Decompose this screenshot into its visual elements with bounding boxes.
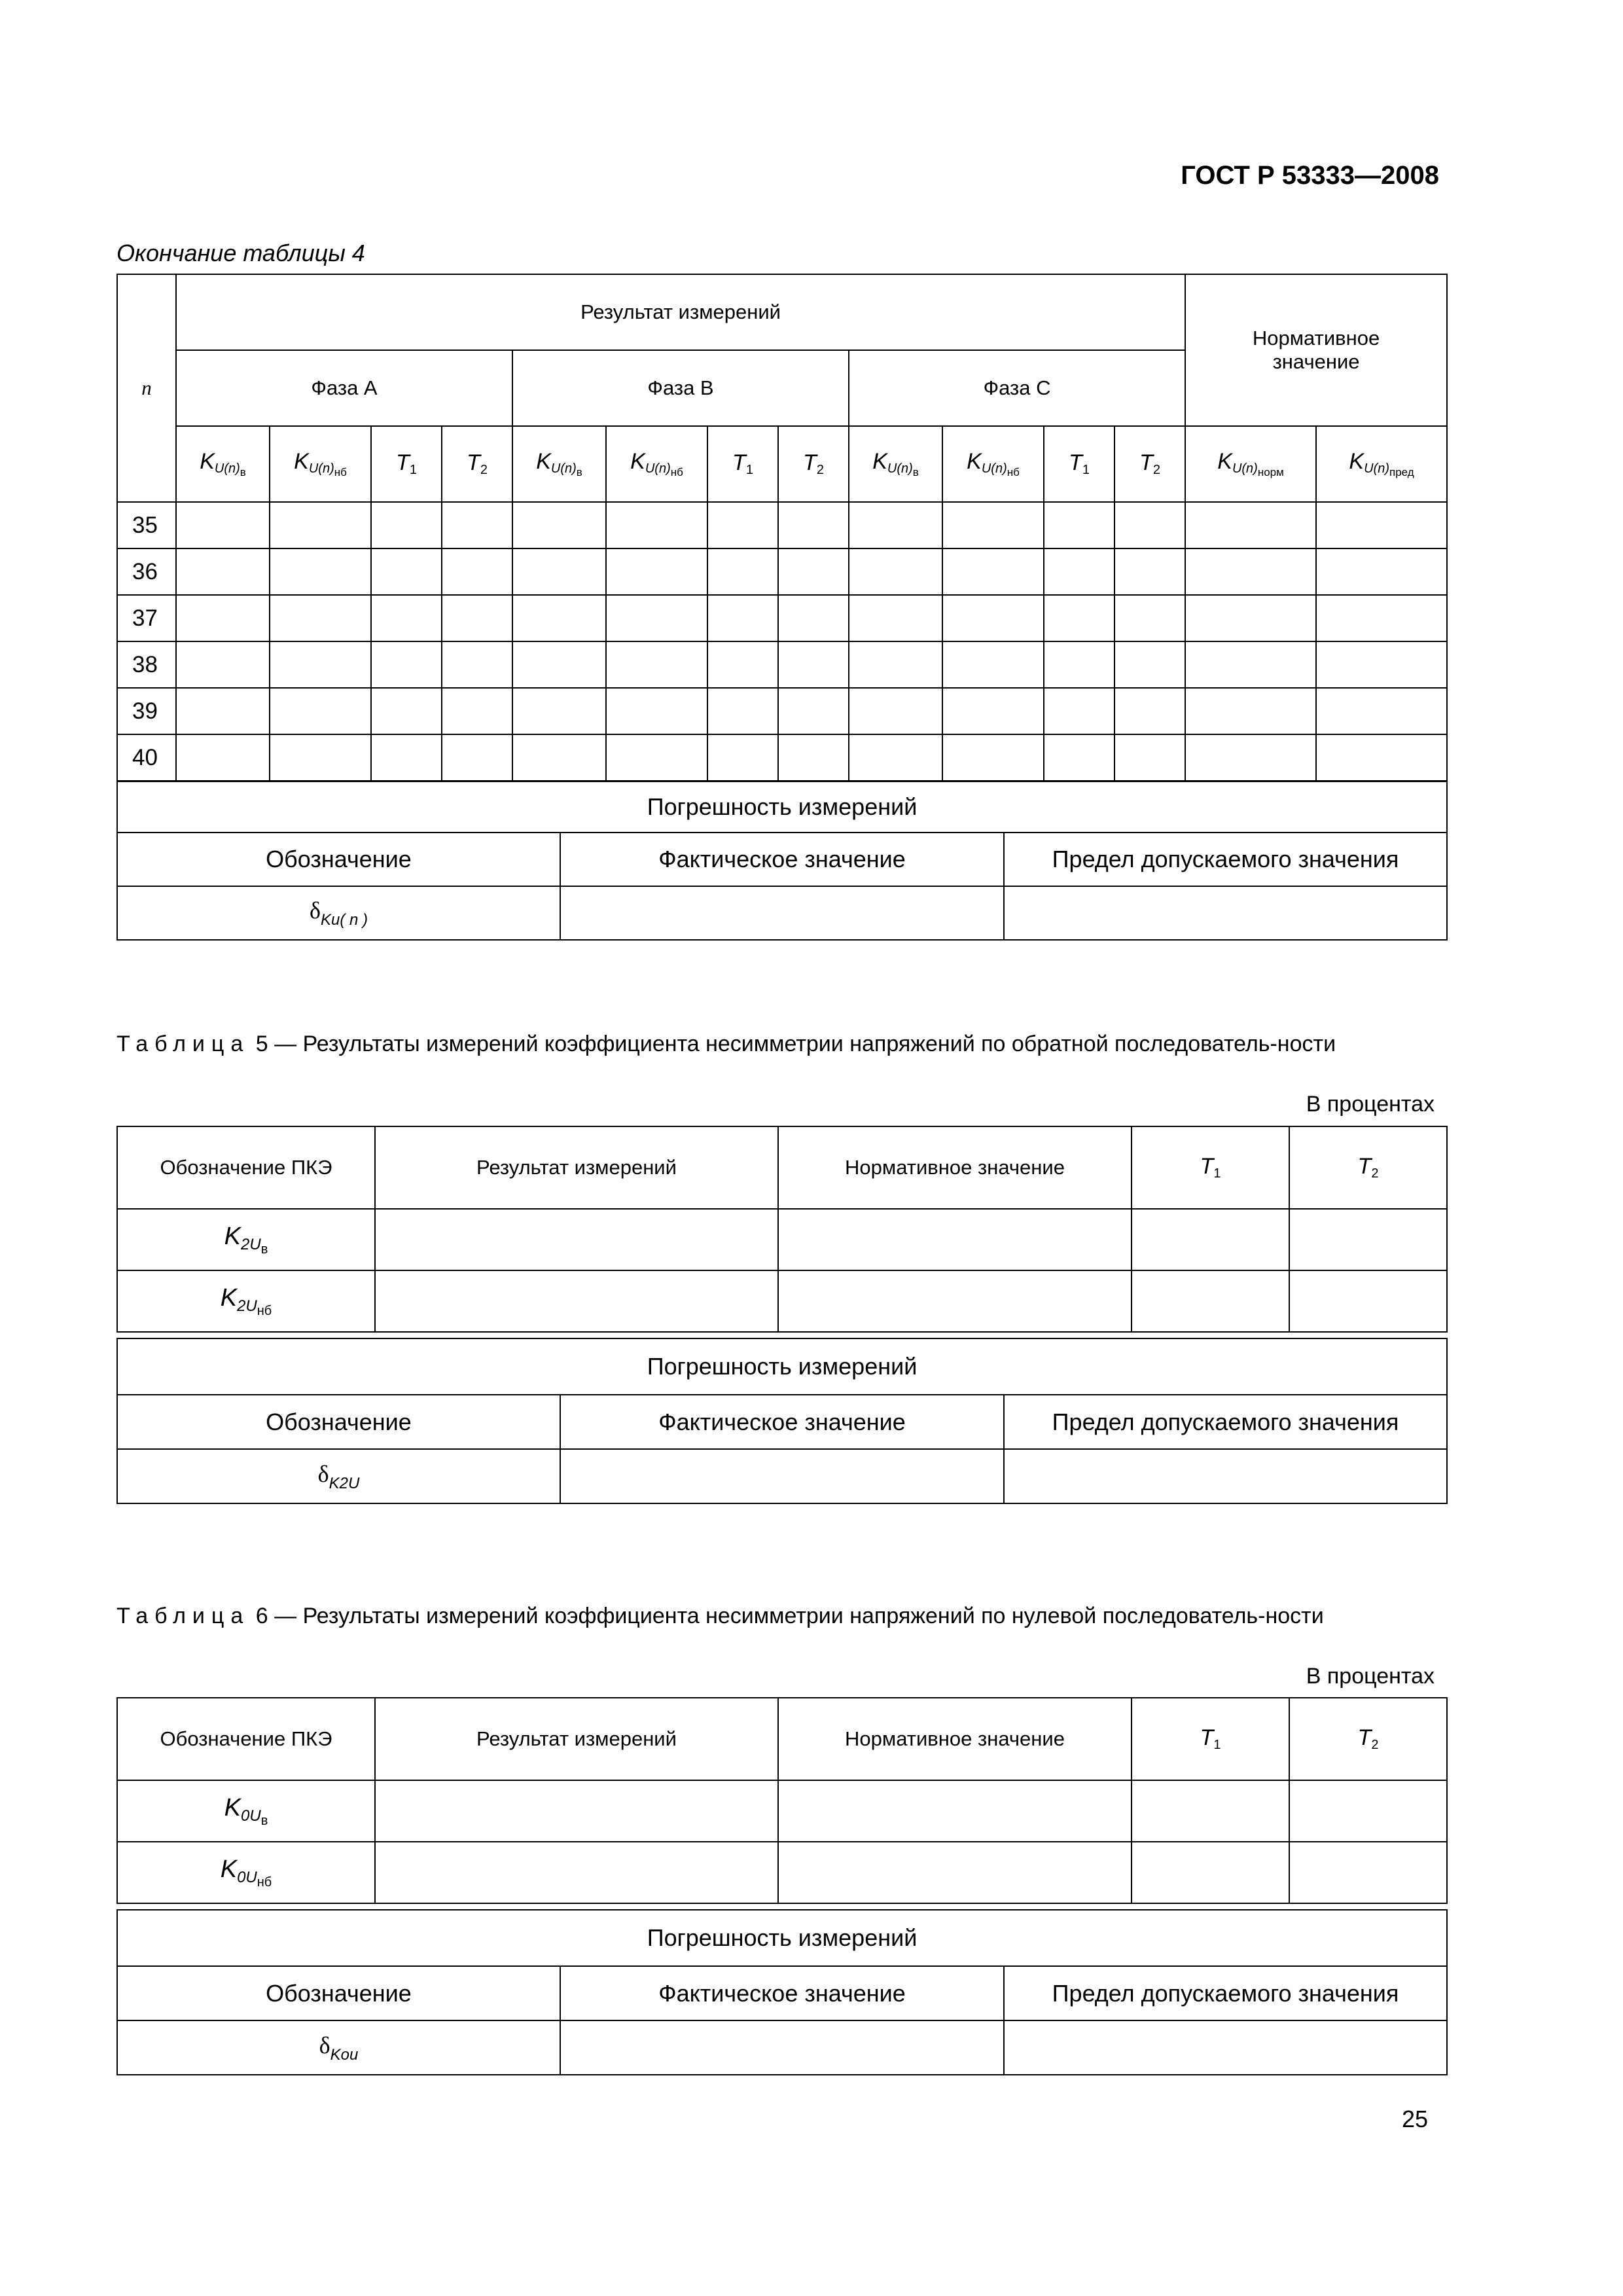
error-title: Погрешность измерений: [117, 1910, 1447, 1966]
table5-caption-text: 5 — Результаты измерений коэффициента несимметрии напряжений по обратной последователь-ности: [255, 1031, 1336, 1056]
sym-ku-pred: $K_{U(n)_{пред}}$: [1316, 426, 1447, 502]
table5: [116, 1126, 1448, 1333]
header-normative: Нормативное значение: [778, 1698, 1132, 1780]
row-number: 38: [117, 641, 176, 688]
sym-ku-v-b: $K_{U(n)_в}$: [512, 426, 606, 502]
table-row: [117, 595, 1447, 641]
col-actual: Фактическое значение: [560, 833, 1004, 886]
table5-caption: [116, 1029, 1445, 1059]
sym-t1-b: $T_1$: [707, 426, 778, 502]
result-header: Результат измерений: [176, 274, 1185, 350]
table5-caption-prefix: Таблица: [116, 1031, 250, 1056]
sym-ku-nb-b: $K_{U(n)_{нб}}$: [606, 426, 707, 502]
page-number: 25: [1401, 2106, 1428, 2132]
header-normative: Нормативное значение: [778, 1126, 1132, 1209]
row-number: 39: [117, 688, 176, 734]
col-designation: Обозначение: [117, 1395, 560, 1449]
table-row: [117, 1209, 1447, 1270]
table-row: [117, 641, 1447, 688]
error-title: Погрешность измерений: [117, 1338, 1447, 1395]
col-limit: Предел допускаемого значения: [1004, 833, 1447, 886]
table-row: [117, 1270, 1447, 1332]
normative-header-text: Нормативное значение: [1252, 327, 1380, 373]
header-result: Результат измерений: [375, 1126, 778, 1209]
col-limit: Предел допускаемого значения: [1004, 1395, 1447, 1449]
table4: [116, 274, 1448, 781]
col-actual: Фактическое значение: [560, 1966, 1004, 2020]
sym-ku-nb-a: $K_{U(n)_{нб}}$: [270, 426, 371, 502]
table5-units: В процентах: [1306, 1092, 1435, 1117]
row-number: 36: [117, 548, 176, 595]
col-designation: Обозначение: [117, 833, 560, 886]
delta-ku-symbol: $\delta_{Ku( n )}$: [117, 886, 560, 940]
col-limit: Предел допускаемого значения: [1004, 1966, 1447, 2020]
sym-t2-b: $T_2$: [778, 426, 849, 502]
sym-t1-a: $T_1$: [371, 426, 442, 502]
row-number: 35: [117, 502, 176, 548]
error-title: Погрешность измерений: [117, 781, 1447, 833]
sym-t2-c: $T_2$: [1115, 426, 1185, 502]
table-row: [117, 548, 1447, 595]
header-t1: $T_1$: [1132, 1126, 1289, 1209]
normative-header: [1185, 274, 1447, 426]
header-t2: $T_2$: [1289, 1698, 1447, 1780]
table4-caption: Окончание таблицы 4: [116, 240, 365, 266]
table-row: [117, 502, 1447, 548]
table6-caption-text: 6 — Результаты измерений коэффициента несимметрии напряжений по нулевой последователь-ности: [255, 1604, 1324, 1628]
sym-t1-c: $T_1$: [1044, 426, 1115, 502]
row-number: 37: [117, 595, 176, 641]
delta-kou-symbol: $\delta_{Kou}$: [117, 2020, 560, 2075]
delta-k2u-symbol: $\delta_{K2U}$: [117, 1449, 560, 1503]
table6-error-block: [116, 1909, 1448, 2075]
table-row: [117, 1842, 1447, 1903]
header-t2: $T_2$: [1289, 1126, 1447, 1209]
phase-c-header: Фаза C: [849, 350, 1185, 426]
n-header: n: [117, 274, 176, 502]
table-row: [117, 734, 1447, 781]
header-pke: Обозначение ПКЭ: [117, 1698, 375, 1780]
header-pke: Обозначение ПКЭ: [117, 1126, 375, 1209]
row-number: 40: [117, 734, 176, 781]
table5-error-block: [116, 1338, 1448, 1504]
table-row: [117, 1780, 1447, 1842]
k0u-v-symbol: $K_{0U_в}$: [117, 1780, 375, 1842]
header-result: Результат измерений: [375, 1698, 778, 1780]
symbol-header-row: [117, 426, 1447, 502]
sym-ku-v-c: $K_{U(n)_в}$: [849, 426, 942, 502]
k2u-v-symbol: $K_{2U_в}$: [117, 1209, 375, 1270]
table6-caption-prefix: Таблица: [116, 1604, 250, 1628]
phase-a-header: Фаза A: [176, 350, 512, 426]
table-row: [117, 688, 1447, 734]
k0u-nb-symbol: $K_{0U_{нб}}$: [117, 1842, 375, 1903]
col-actual: Фактическое значение: [560, 1395, 1004, 1449]
table4-error-block: [116, 781, 1448, 941]
table6-units: В процентах: [1306, 1664, 1435, 1689]
table6: [116, 1697, 1448, 1904]
sym-ku-norm: $K_{U(n)_{норм}}$: [1185, 426, 1316, 502]
phase-b-header: Фаза B: [512, 350, 849, 426]
sym-ku-nb-c: $K_{U(n)_{нб}}$: [942, 426, 1044, 502]
document-code: ГОСТ Р 53333—2008: [1181, 161, 1439, 190]
col-designation: Обозначение: [117, 1966, 560, 2020]
header-t1: $T_1$: [1132, 1698, 1289, 1780]
sym-t2-a: $T_2$: [442, 426, 512, 502]
sym-ku-v-a: $K_{U(n)_в}$: [176, 426, 270, 502]
table6-caption: [116, 1601, 1445, 1631]
k2u-nb-symbol: $K_{2U_{нб}}$: [117, 1270, 375, 1332]
